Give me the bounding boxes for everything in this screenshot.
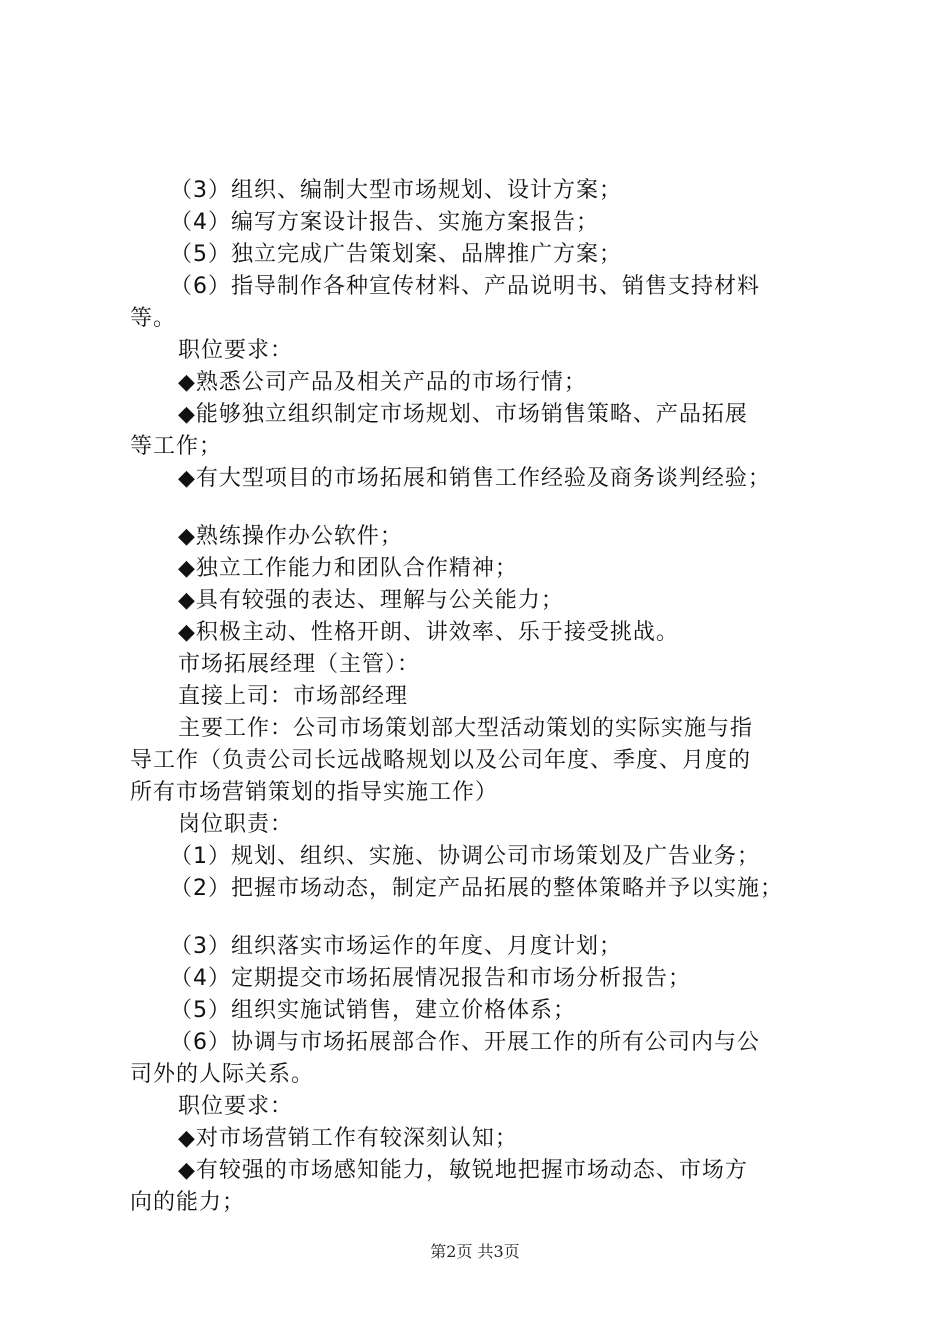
text-line: （3）组织落实市场运作的年度、月度计划； (170, 934, 622, 959)
document-body (130, 175, 845, 1219)
bullet-line: ◆能够独立组织制定市场规划、市场销售策略、产品拓展 (178, 402, 748, 427)
text-line: 所有市场营销策划的指导实施工作） (130, 780, 499, 805)
section-heading: 市场拓展经理（主管）： (178, 652, 421, 677)
section-heading: 职位要求： (178, 1094, 294, 1119)
text-line: （2）把握市场动态，制定产品拓展的整体策略并予以实施； (170, 876, 783, 901)
text-line: （3）组织、编制大型市场规划、设计方案； (170, 178, 622, 203)
text-line: 向的能力； (130, 1190, 246, 1215)
text-line: 等。 (130, 306, 177, 331)
blank-line (130, 905, 845, 931)
bullet-line: ◆独立工作能力和团队合作精神； (178, 556, 518, 581)
text-line: （6）协调与市场拓展部合作、开展工作的所有公司内与公 (170, 1030, 760, 1055)
text-line: （1）规划、组织、实施、协调公司市场策划及广告业务； (170, 844, 760, 869)
blank-line (130, 495, 845, 521)
text-line: 司外的人际关系。 (130, 1062, 315, 1087)
text-line: 主要工作：公司市场策划部大型活动策划的实际实施与指 (178, 716, 754, 741)
text-line: 直接上司：市场部经理 (178, 684, 409, 709)
bullet-line: ◆对市场营销工作有较深刻认知； (178, 1126, 518, 1151)
bullet-line: ◆熟练操作办公软件； (178, 524, 403, 549)
bullet-line: ◆具有较强的表达、理解与公关能力； (178, 588, 564, 613)
section-heading: 岗位职责： (178, 812, 294, 837)
page-number-footer: 第2页 共3页 (430, 1242, 520, 1261)
text-line: （4）编写方案设计报告、实施方案报告； (170, 210, 599, 235)
text-line: （4）定期提交市场拓展情况报告和市场分析报告； (170, 966, 691, 991)
text-line: （5）独立完成广告策划案、品牌推广方案； (170, 242, 622, 267)
bullet-line: ◆有大型项目的市场拓展和销售工作经验及商务谈判经验； (178, 466, 771, 491)
text-line: （6）指导制作各种宣传材料、产品说明书、销售支持材料 (170, 274, 760, 299)
text-line: 导工作（负责公司长远战略规划以及公司年度、季度、月度的 (130, 748, 752, 773)
bullet-line: ◆积极主动、性格开朗、讲效率、乐于接受挑战。 (178, 620, 679, 645)
bullet-line: ◆有较强的市场感知能力，敏锐地把握市场动态、市场方 (178, 1158, 748, 1183)
bullet-line: ◆熟悉公司产品及相关产品的市场行情； (178, 370, 587, 395)
text-line: （5）组织实施试销售，建立价格体系； (170, 998, 576, 1023)
section-heading: 职位要求： (178, 338, 294, 363)
text-line: 等工作； (130, 434, 223, 459)
